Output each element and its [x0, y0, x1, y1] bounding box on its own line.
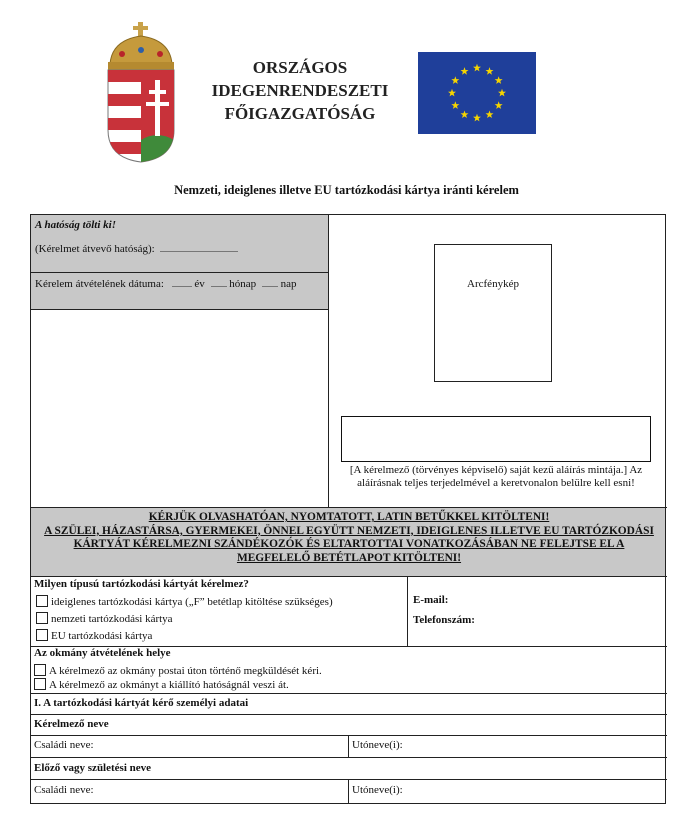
divider — [31, 272, 328, 273]
coat-of-arms — [100, 20, 182, 166]
divider — [31, 576, 667, 577]
card-type-option-2[interactable] — [36, 612, 173, 625]
applicant-name-heading: Kérelmező neve — [34, 718, 109, 730]
organization-name — [200, 56, 400, 125]
previous-family-name-field[interactable] — [111, 781, 346, 801]
card-type-checkbox-3[interactable] — [36, 629, 48, 641]
divider — [328, 215, 329, 507]
previous-name-heading: Előző vagy születési neve — [34, 762, 152, 774]
card-type-option-label: ideiglenes tartózkodási kártya („F” betétlap kitöltése szükséges) — [51, 596, 333, 608]
previous-given-names-field[interactable] — [416, 781, 664, 801]
year-label: év — [194, 278, 205, 290]
card-type-option-3[interactable] — [36, 629, 152, 642]
org-line-1: ORSZÁGOS — [252, 58, 348, 77]
signature-box[interactable] — [341, 416, 651, 462]
card-type-option-1[interactable] — [36, 595, 333, 608]
date-row — [35, 277, 297, 290]
photo-box[interactable] — [434, 244, 552, 382]
date-label: Kérelem átvételének dátuma: — [35, 278, 164, 290]
signature-note: [A kérelmező (törvényes képviselő) saját kezű aláírás mintája.] Az aláírásnak teljes terjedelmével a keretvonalon belülre kell esni! — [349, 464, 643, 489]
card-type-option-label: EU tartózkodási kártya — [51, 630, 153, 642]
pickup-heading: Az okmány átvételének helye — [34, 647, 171, 659]
notice-line-1: KÉRJÜK OLVASHATÓAN, NYOMTATOTT, LATIN BETŰKKEL KITÖLTENI! — [148, 511, 550, 523]
given-names-field[interactable] — [416, 736, 664, 756]
previous-given-names-label: Utóneve(i): — [352, 784, 403, 796]
receiving-authority-field[interactable] — [160, 242, 238, 252]
org-line-2: IDEGENRENDESZETI — [211, 81, 389, 100]
divider — [31, 309, 328, 310]
eu-flag-icon — [418, 52, 536, 134]
eu-flag — [418, 52, 536, 134]
card-type-checkbox-2[interactable] — [36, 612, 48, 624]
card-type-option-label: nemzeti tartózkodási kártya — [51, 613, 173, 625]
pickup-option-1[interactable] — [34, 664, 322, 677]
family-name-label: Családi neve: — [34, 739, 94, 751]
notice-text — [41, 511, 657, 565]
card-type-checkbox-1[interactable] — [36, 595, 48, 607]
divider — [348, 779, 349, 804]
month-field[interactable] — [211, 277, 227, 287]
divider — [31, 757, 667, 758]
divider — [31, 714, 667, 715]
section-1-heading: I. A tartózkodási kártyát kérő személyi adatai — [34, 697, 249, 709]
pickup-checkbox-2[interactable] — [34, 678, 46, 690]
month-label: hónap — [229, 278, 257, 290]
pickup-option-label: A kérelmező az okmányt a kiállító hatóságnál veszi át. — [49, 679, 289, 691]
divider — [407, 576, 408, 646]
application-form — [30, 214, 666, 804]
email-label: E-mail: — [413, 594, 449, 606]
pickup-option-2[interactable] — [34, 678, 289, 691]
year-field[interactable] — [172, 277, 192, 287]
given-names-label: Utóneve(i): — [352, 739, 403, 751]
day-label: nap — [280, 278, 297, 290]
divider — [31, 779, 667, 780]
receiving-authority-label: (Kérelmet átvevő hatóság): — [35, 243, 155, 255]
card-type-question: Milyen típusú tartózkodási kártyát kérelmez? — [34, 578, 249, 590]
form-title: Nemzeti, ideiglenes illetve EU tartózkodási kártya iránti kérelem — [174, 183, 519, 197]
pickup-option-label: A kérelmező az okmány postai úton történő megküldését kéri. — [49, 665, 322, 677]
family-name-field[interactable] — [111, 736, 346, 756]
previous-family-name-label: Családi neve: — [34, 784, 94, 796]
authority-heading: A hatóság tölti ki! — [35, 219, 116, 231]
pickup-checkbox-1[interactable] — [34, 664, 46, 676]
org-line-3: FŐIGAZGATÓSÁG — [224, 104, 376, 123]
receiving-authority-row — [35, 242, 238, 255]
day-field[interactable] — [262, 277, 278, 287]
phone-label: Telefonszám: — [413, 614, 475, 626]
photo-label: Arcfénykép — [467, 278, 519, 290]
hungarian-coat-of-arms-icon — [100, 20, 182, 166]
notice-line-2: A SZÜLEI, HÁZASTÁRSA, GYERMEKEI, ÖNNEL EGYÜTT NEMZETI, IDEIGLENES ILLETVE EU TARTÓZKODÁSI KÁRTYÁT KÉRELMEZNI SZÁNDÉKOZÓK ÉS ELTARTOTTAI VONATKOZÁSÁBAN NE FELEJTSE EL A MEGFELELŐ BETÉTLAPOT KITÖLTENI! — [44, 524, 654, 564]
divider — [31, 693, 667, 694]
divider — [348, 735, 349, 757]
